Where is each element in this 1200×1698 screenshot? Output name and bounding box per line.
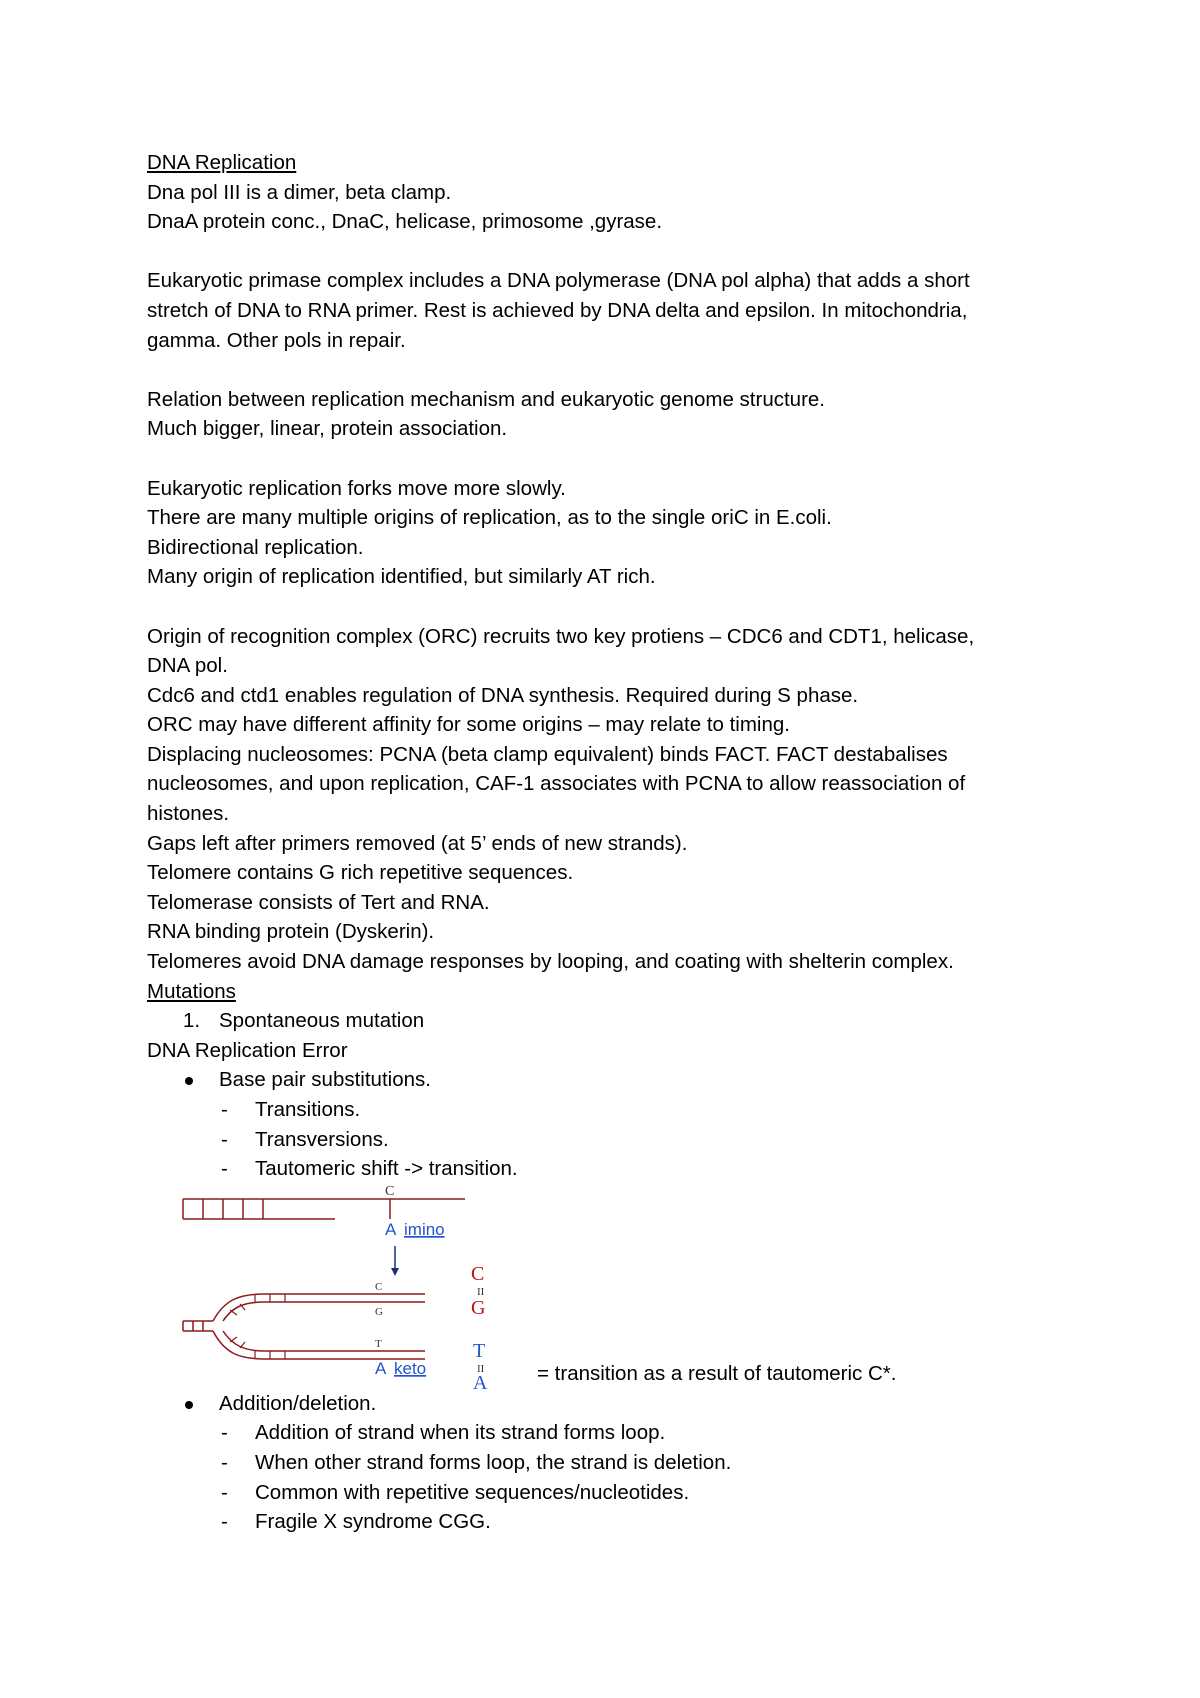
paragraph-line: Telomerase consists of Tert and RNA. [147,890,490,914]
section-heading-mutations: Mutations [147,979,236,1003]
blank-line [147,237,1080,267]
fork-base-g: G [375,1305,383,1318]
bullet-text: Base pair substitutions. [219,1068,431,1092]
paragraph-line: ORC may have different affinity for some origins – may relate to timing. [147,713,790,737]
dash-item [147,1418,1080,1448]
paragraph-line: DNA pol. [147,654,228,678]
paragraph-line: Eukaryotic replication forks move more slowly. [147,476,566,500]
blank-line [147,592,1080,622]
paragraph-line: Cdc6 and ctd1 enables regulation of DNA synthesis. Required during S phase. [147,683,859,707]
paragraph-line: Eukaryotic primase complex includes a DNA polymerase (DNA pol alpha) that adds a short [147,269,970,293]
figure-caption: = transition as a result of tautomeric C*. [537,1361,897,1385]
fork-base-t: T [375,1337,382,1350]
fork-base-c: C [375,1280,383,1293]
dash-item [147,1478,1080,1508]
top-duplex-strand [183,1199,465,1219]
fork-base-a: A [375,1358,387,1378]
dash-text: Addition of strand when its strand forms loop. [255,1421,666,1445]
pair1-base-c: C [471,1262,485,1285]
down-arrow-icon [391,1246,399,1276]
dash-marker: - [221,1421,228,1445]
tautomeric-shift-diagram [175,1184,545,1389]
paragraph-line: RNA binding protein (Dyskerin). [147,920,435,944]
dash-text: Common with repetitive sequences/nucleotides. [255,1480,690,1504]
keto-label: keto [394,1358,427,1378]
dash-text: Fragile X syndrome CGG. [255,1510,491,1534]
dash-text: Tautomeric shift -> transition. [255,1157,518,1181]
list-number: 1. [183,1009,201,1033]
pair2-base-t: T [473,1339,486,1362]
paragraph-line: Origin of recognition complex (ORC) recruits two key protiens – CDC6 and CDT1, helicase, [147,624,975,648]
paragraph-line: histones. [147,802,230,826]
blank-line [147,355,1080,385]
tautomeric-shift-figure-row [147,1184,1080,1389]
bullet-item [147,1389,1080,1419]
paragraph-line: stretch of DNA to RNA primer. Rest is achieved by DNA delta and epsilon. In mitochondria, [147,298,968,322]
bullet-item [147,1065,1080,1095]
paragraph-line: DnaA protein conc., DnaC, helicase, primosome ,gyrase. [147,210,663,234]
replication-fork-diagram [183,1294,425,1359]
bullet-text: Addition/deletion. [219,1391,377,1415]
list-item-text: Spontaneous mutation [219,1009,425,1033]
pair1-base-g-text: G [471,1296,486,1319]
paragraph-line: nucleosomes, and upon replication, CAF-1 associates with PCNA to allow reassociation of [147,772,966,796]
paragraph-line: Much bigger, linear, protein association. [147,417,508,441]
dash-item [147,1125,1080,1155]
paragraph-line: Telomeres avoid DNA damage responses by looping, and coating with shelterin complex. [147,950,954,974]
numbered-item [147,1006,1080,1036]
paragraph-line: Gaps left after primers removed (at 5’ ends of new strands). [147,831,688,855]
bullet-icon [185,1077,193,1085]
dash-marker: - [221,1450,228,1474]
pair2-base-a: A [473,1371,488,1389]
paragraph-line: gamma. Other pols in repair. [147,328,406,352]
dash-marker: - [221,1127,228,1151]
bullet-icon [185,1401,193,1409]
paragraph-line: Bidirectional replication. [147,535,364,559]
dash-marker: - [221,1510,228,1534]
paragraph-line: Telomere contains G rich repetitive sequences. [147,861,574,885]
paragraph-line: Dna pol III is a dimer, beta clamp. [147,180,452,204]
dash-item [147,1154,1080,1184]
dash-marker: - [221,1157,228,1181]
paragraph-line: Displacing nucleosomes: PCNA (beta clamp equivalent) binds FACT. FACT destabalises [147,742,948,766]
dash-marker: - [221,1480,228,1504]
dash-item [147,1095,1080,1125]
paragraph-line: DNA Replication Error [147,1038,348,1062]
pair2-bond: II [477,1362,485,1375]
section-heading-dna-replication: DNA Replication [147,151,297,174]
pair1-bond: II [477,1285,485,1298]
paragraph-line: Relation between replication mechanism and eukaryotic genome structure. [147,387,826,411]
dash-marker: - [221,1098,228,1121]
paragraph-line: There are many multiple origins of replication, as to the single oriC in E.coli. [147,506,832,530]
paragraph-line: Many origin of replication identified, but similarly AT rich. [147,565,656,589]
dash-item [147,1507,1080,1537]
dash-text: Transitions. [255,1098,361,1121]
top-base-a: A [385,1219,397,1239]
imino-label: imino [404,1219,445,1239]
dash-text: When other strand forms loop, the strand is deletion. [255,1450,732,1474]
dash-text: Transversions. [255,1127,389,1151]
blank-line [147,444,1080,474]
dash-item [147,1448,1080,1478]
top-base-c: C [385,1183,395,1199]
